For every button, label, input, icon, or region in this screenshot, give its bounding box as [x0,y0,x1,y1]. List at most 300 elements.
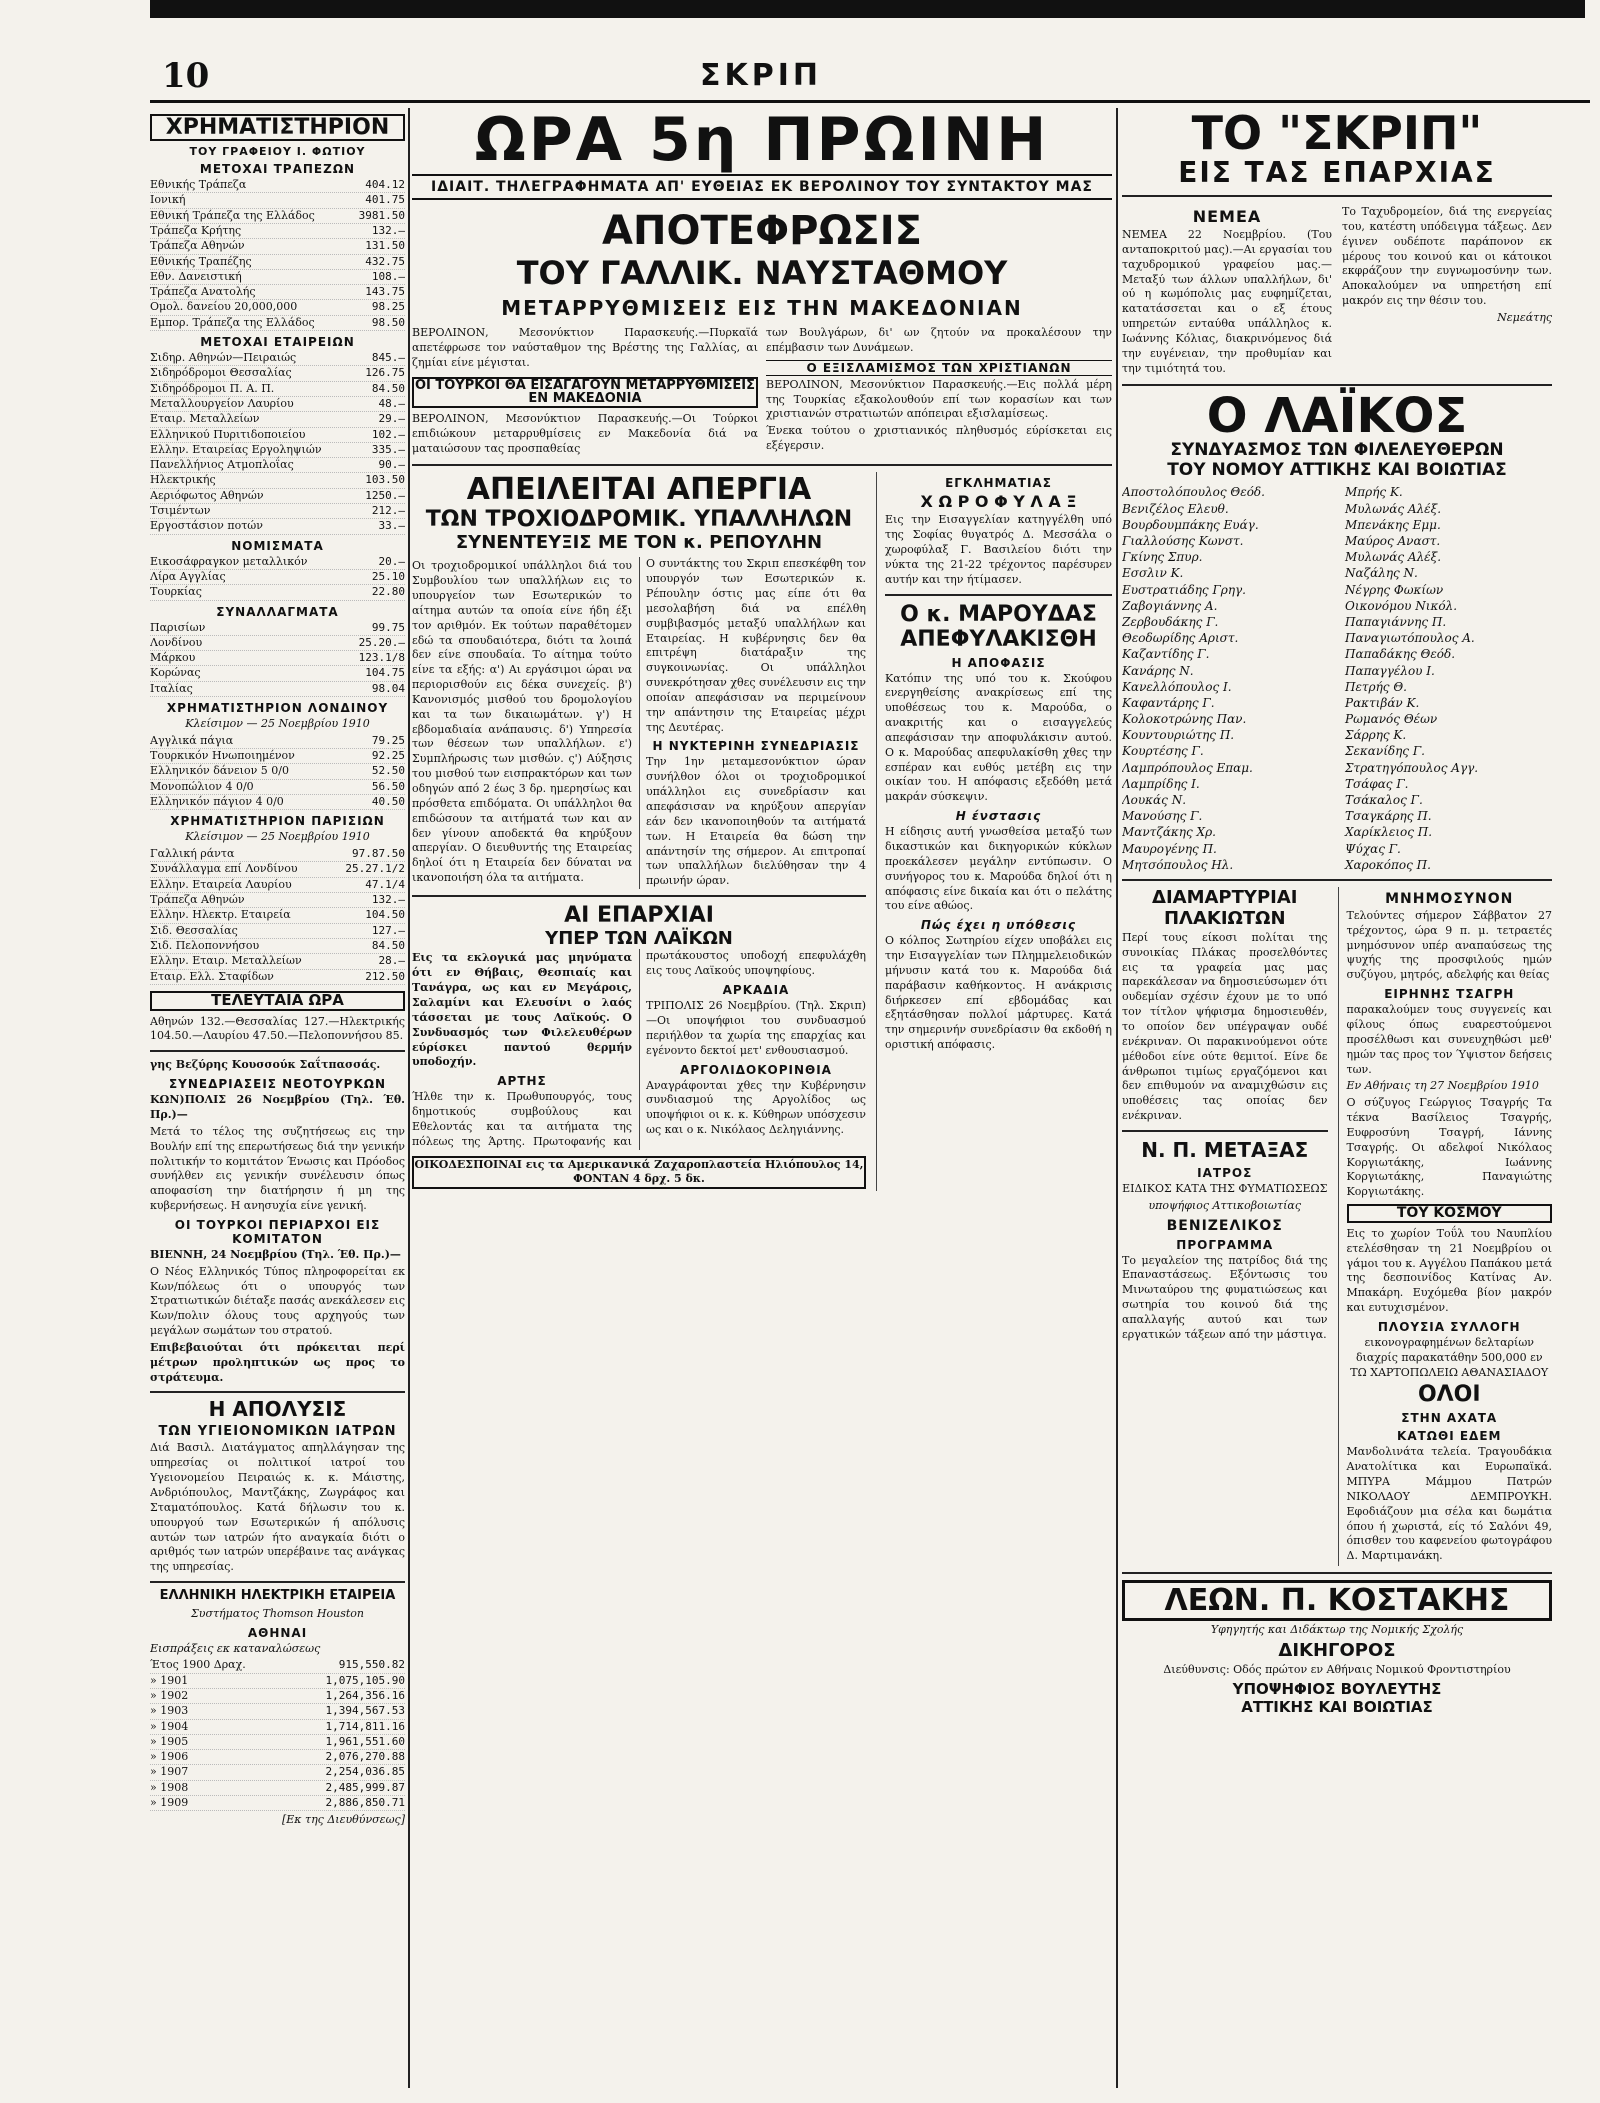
strike-story [412,472,866,1191]
quote-row [150,224,405,239]
nemea-heading: ΝΕΜΕΑ [1192,207,1262,226]
world-heading: ΤΟΥ ΚΟΣΜΟΥ [1347,1204,1553,1223]
divider [150,1581,405,1583]
quote-name: » 1907 [150,1765,189,1779]
candidate-name: Κανάρης Ν. [1122,663,1194,678]
quote-value: 108.— [371,269,405,283]
quote-name: Ελλην. Εταιρείας Εργοληψιών [150,442,322,456]
night-session-text: Την 1ην μεταμεσονύκτιον ώραν συνήλθον όλοι οι τροχιοδρομικοί υπάλληλοι εις συνεδρίασιν και απεφάσισαν να κηρύξουν απεργίαν εάν δεν ικανοποιηθούν τα αιτήματά των. Η Εταιρεία θα δώση την απάντησίν της σήμερον. Αι επιτροπαί των υπαλλήλων διελύθησαν την 4 πρωινήν ώραν. [646,755,866,888]
quote-value: 401.75 [365,193,405,207]
candidate-name: Μυλωνάς Αλέξ. [1345,501,1442,516]
quote-name: Ελλην. Εταιρεία Λαυρίου [150,877,292,891]
quote-row [150,924,405,939]
candidate-name: Μητσόπουλος Ηλ. [1122,857,1234,872]
arson-heading-2: ΤΟΥ ΓΑΛΛΙΚ. ΝΑΥΣΤΑΘΜΟΥ [516,254,1008,292]
quote-name: Λίρα Αγγλίας [150,569,226,583]
quote-row [150,285,405,300]
quote-name: Κορώνας [150,666,201,680]
top-subheading: ΙΔΙΑΙΤ. ΤΗΛΕΓΡΑΦΗΜΑΤΑ ΑΠ' ΕΥΘΕΙΑΣ ΕΚ ΒΕΡΟΛΙΝΟΥ ΤΟΥ ΣΥΝΤΑΚΤΟΥ ΜΑΣ [412,174,1112,200]
paris-heading: ΧΡΗΜΑΤΙΣΤΗΡΙΟΝ ΠΑΡΙΣΙΩΝ [170,814,385,829]
quote-name: Σιδηρόδρομοι Θεσσαλίας [150,366,292,380]
quote-row [150,193,405,208]
quote-value: 40.50 [371,795,405,809]
quote-value: 335.— [371,442,405,456]
oloi-text: Μανδολινάτα τελεία. Τραγουδάκια Ανατολίτικα και Ευρωπαϊκά. ΜΠΥΡΑ Μάμμου Πατρών ΝΙΚΟΛΑΟΥ ΔΕΜΠΡΟΥΚΗ. Εφοδιάζουν μια σέλα και δωμάτια όπου ή χωριστά, είς τό Σαλόνι 49, όπισθεν του καφενείου φωτογράφου Δ. Μαρτιμανάκη. [1346,1445,1552,1563]
quote-value: 432.75 [365,254,405,268]
lottery-heading: ΠΛΟΥΣΙΑ ΣΥΛΛΟΓΗ [1377,1319,1521,1334]
strike-heading-2: ΤΩΝ ΤΡΟΧΙΟΔΡΟΜΙΚ. ΥΠΑΛΛΗΛΩΝ [425,507,853,533]
quote-value: 1,394,567.53 [325,1704,405,1718]
quote-value: 2,485,999.87 [325,1780,405,1794]
lower-right-block [1122,887,1552,1566]
quote-name: » 1908 [150,1780,189,1794]
memorial-date: Εν Αθήναις τη 27 Νοεμβρίου 1910 [1346,1079,1539,1093]
crime-text: Εις την Εισαγγελίαν κατηγγέλθη υπό της Σοφίας θυγατρός Δ. Μεσσάλα ο χωροφύλαξ Γ. Βασιλείου διότι την νύκτα της 21-22 τρέχοντος παρέσυρεν αυτήν και την ήτίμασεν. [885,513,1112,586]
candidate-name: Χαροκόπος Π. [1345,857,1431,872]
lawyer-title: ΔΙΚΗΓΟΡΟΣ [1278,1640,1396,1661]
divider [150,1050,405,1052]
candidate-name: Λαμπρόπουλος Επαμ. [1122,760,1253,775]
lawyer-address: Διεύθυνσις: Οδός πρώτον εν Αθήναις Νομικού Φροντιστηρίου [1163,1663,1511,1676]
candidate-name: Σάρρης Κ. [1345,728,1407,743]
metaxas-candidate: υποψήφιος Αττικοβοιωτίας [1148,1198,1302,1212]
memorial-text: Τελούντες σήμερον Σάββατον 27 τρέχοντος, ώρα 9 π. μ. τετραετές μνημόσυνον υπέρ αναπαύσεως της ψυχής της προσφιλούς ημών συζύγου, μητρός, αδελφής και θείας [1346,908,1552,982]
quote-name: Τουρκίας [150,585,202,599]
column-divider [1116,108,1118,2088]
candidate-name: Παπαγιάννης Π. [1345,614,1447,629]
nemea-block [1122,203,1552,378]
candidate-name: Εσσλιν Κ. [1122,566,1184,581]
divider [1122,195,1552,197]
candidate-name: Μανούσης Γ. [1122,809,1203,824]
laikos-subheading: ΣΥΝΔΥΑΣΜΟΣ ΤΩΝ ΦΙΛΕΛΕΥΘΕΡΩΝ [1170,440,1504,461]
berlin-text: ΒΕΡΟΛΙΝΟΝ, Μεσονύκτιον Παρασκευής.—Πυρκαϊά απετέφρωσε τον ναύσταθμον της Βρέστης της Γαλλίας, αι ζημίαι είνε μέγισται. [412,326,758,369]
quote-name: Μάρκου [150,651,196,665]
turks-text: ΒΕΡΟΛΙΝΟΝ, Μεσονύκτιον Παρασκευής.—Οι Τούρκοι επιδιώκουν μεταρρυθμίσεις εν Μακεδονία διά να ματαιώσουν τας προσπαθείας [412,411,758,455]
candidate-name: Νέγρης Φωκίων [1345,582,1444,597]
crime-column [876,472,1112,1191]
laikos-subheading-2: ΤΟΥ ΝΟΜΟΥ ΑΤΤΙΚΗΣ ΚΑΙ ΒΟΙΩΤΙΑΣ [1167,460,1507,481]
candidate-name: Στρατηγόπουλος Αγγ. [1345,760,1479,775]
london-list [150,734,405,810]
provinces-body [412,949,866,1149]
candidate-name: Παναγιωτόπουλος Α. [1345,631,1475,646]
venizelist-label: ΒΕΝΙΖΕΛΙΚΟΣ [1166,1217,1283,1234]
quote-row [150,795,405,810]
quote-value: 56.50 [371,779,405,793]
quote-value: 104.50 [365,908,405,922]
quote-name: Τράπεζα Αθηνών [150,239,245,253]
oloi-heading: ΟΛΟΙ [1417,1382,1481,1408]
candidate-name: Παπαγγέλου Ι. [1345,663,1435,678]
companies-heading: ΜΕΤΟΧΑΙ ΕΤΑΙΡΕΙΩΝ [200,335,355,350]
quote-row [150,255,405,270]
confectionery-ad: ΟΙΚΟΔΕΣΠΟΙΝΑΙ εις τα Αμερικανικά Ζαχαροπλαστεία Ηλιόπουλος 14, ΦΟΝΤΑΝ 4 δρχ. 5 δκ. [412,1156,866,1190]
quote-value: 132.— [371,223,405,237]
provinces-heading: ΑΙ ΕΠΑΡΧΙΑΙ [564,903,714,929]
divider [150,1391,405,1393]
candidate-name: Καφαντάρης Γ. [1122,695,1215,710]
quote-value: 22.80 [371,585,405,599]
quote-value: 212.— [371,504,405,518]
column-stock-exchange [150,110,405,2085]
protest-heading: ΔΙΑΜΑΡΤΥΡΙΑΙ [1152,886,1298,908]
quote-name: Σιδηρόδρομοι Π. Α. Π. [150,381,275,395]
quote-value: 1,075,105.90 [325,1673,405,1687]
quote-row [150,1796,405,1811]
young-turks-text: Μετά το τέλος της συζητήσεως εις την Βουλήν επί της επερωτήσεως διά την γενικήν πολιτικήν το κομιτάτον Ένωσις και Πρόοδος συνήλθεν εις γενικήν συνέλευσιν όπως αποφασίση την διατήρησιν ή μη της κυβερνήσεως. Η ανησυχία είνε γενική. [150,1124,405,1213]
lottery-text: εικονογραφημένων δελταρίων διαχρίς παρακατάθην 500,000 εν ΤΩ ΧΑΡΤΟΠΩΛΕΙΩ ΑΘΑΝΑΣΙΑΔΟΥ [1350,1335,1549,1379]
quote-row [150,519,405,534]
candidate-name: Κανελλόπουλος Ι. [1122,679,1232,694]
quote-row [150,1689,405,1704]
quote-value: 103.50 [365,473,405,487]
candidate-name: Μπενάκης Εμμ. [1345,517,1441,532]
quote-row [150,1720,405,1735]
quote-row [150,443,405,458]
quote-row [150,585,405,600]
quote-name: Παρισίων [150,620,206,634]
protest-text: Περί τους είκοσι πολίται της συνοικίας Πλάκας προσελθόντες εις τα γραφεία μας μας παρεκάλεσαν να δημοσιεύσωμεν ότι ουδεμίαν σχέσιν έχουν με το υπό τον τίτλον ψήφισμα δημοσιευθέν, το οποίον δεν υπέγραψαν ουδέ ενέκριναν. Οι παρακινούμενοι ούτε μέθοδοι είνε ούτε θεμιτοί. Είνε δε άνθρωποι τιμίως εργαζόμενοι και δεν επιθυμούν να αναμιχθώσιν εις υποθέσεις τας οποίας δεν ενέκριναν. [1122,930,1328,1123]
quote-row [150,458,405,473]
london-heading: ΧΡΗΜΑΤΙΣΤΗΡΙΟΝ ΛΟΝΔΙΝΟΥ [166,701,389,715]
candidate-name: Βουρδουμπάκης Ευάγ. [1122,517,1259,532]
strike-body [412,557,866,889]
candidate-name: Βενιζέλος Ελευθ. [1122,501,1229,516]
quote-name: Ελληνικόν πάγιον 4 0/0 [150,795,284,809]
quote-value: 143.75 [365,285,405,299]
candidates-list [1122,484,1552,873]
quote-value: 104.75 [365,666,405,680]
quote-value: 25.10 [371,569,405,583]
quote-row [150,908,405,923]
kings-text: Ο Νέος Ελληνικός Τύπος πληροφορείται εκ Κων/πόλεως ότι ο υπουργός των Στρατιωτικών διέταξε πασάς ανεκάλεσεν εις Κων/πολιν όλους τους αρχηγούς των μεγάλων σωμάτων του στρατού. [150,1264,405,1338]
quote-name: Συνάλλαγμα επί Λονδίνου [150,862,298,876]
quote-row [150,428,405,443]
quote-value: 1,264,356.16 [325,1688,405,1702]
quote-name: Ελλην. Ηλεκτρ. Εταιρεία [150,908,291,922]
divider [885,594,1112,596]
quote-name: Εργοστάσιον ποτών [150,519,263,533]
quote-value: 98.50 [371,315,405,329]
interview-heading: ΣΥΝΕΝΤΕΥΞΙΣ ΜΕ ΤΟΝ κ. ΡΕΠΟΥΛΗΝ [455,532,823,554]
quote-row [150,1750,405,1765]
quote-name: Τουρκικόν Ηνωποιημένον [150,749,295,763]
arson-heading: ΑΠΟΤΕΦΡΩΣΙΣ [602,208,922,254]
laikos-banner: Ο ΛΑΪΚΟΣ [1206,388,1468,445]
quote-value: 28.— [378,954,405,968]
quote-name: Σιδηρ. Αθηνών—Πειραιώς [150,351,297,365]
quote-value: 79.25 [371,733,405,747]
quote-name: » 1906 [150,1750,189,1764]
doctors-subheading: ΤΩΝ ΥΓΙΕΙΟΝΟΜΙΚΩΝ ΙΑΤΡΩΝ [158,1424,397,1440]
candidate-name: Ψύχας Γ. [1345,841,1401,856]
quote-row [150,316,405,331]
quote-name: Τράπεζα Ανατολής [150,285,256,299]
memorial-text-2: παρακαλούμεν τους συγγενείς και φίλους όπως ευαρεστούμενοι προσέλθωσι και συνευχηθώσι μεθ' ημών τας προς τον Ύψιστον δεήσεις των. [1346,1003,1552,1076]
quote-row [150,239,405,254]
quote-name: Πανελλήνιος Ατμοπλοΐας [150,458,294,472]
candidate-name: Ρακτιβάν Κ. [1345,695,1420,710]
candidate-name: Γιαλλούσης Κωνστ. [1122,534,1244,548]
last-hour-heading: ΤΕΛΕΥΤΑΙΑ ΩΡΑ [150,991,405,1011]
quote-name: Έτος 1900 Δραχ. [150,1658,246,1672]
currency-list [150,555,405,601]
candidate-name: Μαντζάκης Χρ. [1122,825,1216,840]
quote-name: Εταιρ. Ελλ. Σταφίδων [150,969,274,983]
quote-value: 52.50 [371,764,405,778]
quote-row [150,1704,405,1719]
arkadia-text: ΤΡΙΠΟΛΙΣ 26 Νοεμβρίου. (Τηλ. Σκριπ)—Οι υποψήφιοι του συνδυασμού περιήλθον τα χωρία της επαρχίας και εγένοντο δεκτοί μετ' ενθουσιασμού. [646,999,866,1057]
quote-value: 99.75 [371,620,405,634]
page-number: 10 [162,56,210,96]
candidate-name: Λουκάς Ν. [1122,793,1187,807]
oloi-subheading: ΣΤΗΝ ΑΧΑΤΑ [1401,1411,1498,1426]
decision-heading: Η ΑΠΟΦΑΣΙΣ [951,655,1046,670]
candidate-name: Ζαβογιάννης Α. [1122,598,1218,613]
berlin-text-b: των Βουλγάρων, δι' ων ζητούν να προκαλέσουν την επέμβασιν των Δυνάμεων. [766,326,1112,354]
divider [412,895,866,897]
masthead-rule [150,100,1590,103]
quote-value: 132.— [371,893,405,907]
strike-heading: ΑΠΕΙΛΕΙΤΑΙ ΑΠΕΡΓΙΑ [466,472,812,508]
quote-name: Εθνικής Τραπέζης [150,254,252,268]
strike-text: Οι τροχιοδρομικοί υπάλληλοι διά του Συμβουλίου των υπαλλήλων εις το υπουργείον των Εσωτερικών το αίτημα αυτών τα οποία είνε ήδη έξι τον αριθμόν. Εκ τούτων παραθέτομεν εδώ τα σπουδαιότερα, διότι τα λοιπά δεν είνε σπουδαία. Το αίτημα τούτο είνε τα εξής: α') Αι εργάσιμοι ώραι να περιορισθούν εις δέκα συνεχείς. β') Κανονισμός μισθού του δρομολογίου και τα των δικαιωμάτων. γ') Η εβδομαδιαία ανάπαυσις. δ') Υπηρεσία των θέσεων των υπαλλήλων. ε') Συμπλήρωσις των μισθών. ς') Αύξησις του μισθού των εισπρακτόρων και των οδηγών από 2 έως 3 δρ. ημερησίως και πρόσθετα επιδόματα. Οι υπάλληλοι θα επιδώσουν τα αιτήματά των και αν δεν γίνουν αποδεκτά θα κηρύξουν απεργίαν. Ο διευθυντής της Εταιρείας δηλοί ότι η Εταιρεία δεν δύναται να ικανοποιήση όλα τα αιτήματα. [412,559,632,885]
candidate-name: Χαρίκλειος Π. [1345,825,1433,840]
quote-row [150,780,405,795]
quote-name: Ελληνικού Πυριτιδοποιείου [150,427,306,441]
quote-row [150,473,405,488]
argolis-text: Αναγράφονται χθες την Κυβέρνησιν συνδιασμού της Αργολίδος ως υποψήφιοι οι κ. κ. Κύθηρων υπόσχεσιν ως και ο κ. Νικόλαος Δεληγιάννης. [646,1078,866,1137]
banks-list [150,178,405,331]
candidate-name: Ζερβουδάκης Γ. [1122,614,1219,629]
quote-value: 1,714,811.16 [325,1719,405,1733]
electric-city: ΑΘΗΝΑΙ [247,1625,308,1640]
quote-value: 2,886,850.71 [325,1796,405,1810]
candidate-name: Σεκανίδης Γ. [1345,744,1425,759]
quote-row [150,682,405,697]
quote-name: Ιονική [150,193,186,207]
arta-heading: ΑΡΤΗΣ [497,1074,547,1089]
quote-value: 20.— [378,554,405,568]
quote-row [150,178,405,193]
quote-name: Ελλην. Εταιρ. Μεταλλείων [150,954,302,968]
quote-row [150,954,405,969]
provinces-text: Εις τα εκλογικά μας μηνύματα ότι εν Θήβαις, Θεσπιαίς και Τανάγρα, ως και εν Μεγάροις, Σαλαμίνι και Ελευσίνι ο λαός τάσσεται με τους Λαϊκούς. Ο Συνδυασμός των Φιλελευθέρων εύρίσκει παντού θερμήν υποδοχήν. [412,951,632,1069]
metaxas-title: ΙΑΤΡΟΣ [1197,1165,1253,1180]
quote-name: » 1909 [150,1796,189,1810]
candidate-name: Λαμπρίδης Ι. [1122,776,1200,791]
protest-heading-2: ΠΛΑΚΙΩΤΩΝ [1163,907,1286,929]
maroudas-heading: Ο κ. ΜΑΡΟΥΔΑΣ [900,601,1097,627]
quote-name: Σιδ. Πελοποννήσου [150,938,260,952]
quote-row [150,666,405,681]
quote-row [150,1658,405,1673]
quote-name: Ομολ. δανείου 20,000,000 [150,300,298,314]
quote-name: Εθνική Τράπεζα της Ελλάδος [150,208,315,222]
last-hour-text: Αθηνών 132.—Θεσσαλίας 127.—Ηλεκτρικής 104.50.—Λαυρίου 47.50.—Πελοποννήσου 85. [150,1014,405,1043]
candidate-name: Πετρής Θ. [1345,679,1407,694]
objection-heading: Η ένστασις [955,809,1042,824]
candidate-name: Μαύρος Αναστ. [1345,534,1441,548]
paris-date: Κλείσιμον — 25 Νοεμβρίου 1910 [185,830,370,844]
maroudas-heading-2: ΑΠΕΦΥΛΑΚΙΣΘΗ [900,626,1097,652]
quote-row [150,970,405,985]
exchange-subtitle: ΤΟΥ ΓΡΑΦΕΙΟΥ Ι. ΦΩΤΙΟΥ [189,145,366,159]
electric-subheading: Συστήματος Thomson Houston [191,1606,364,1620]
skrip-banner: ΤΟ "ΣΚΡΙΠ" [1191,110,1483,160]
quote-value: 2,254,036.85 [325,1765,405,1779]
program-text: Το μεγαλείον της πατρίδος διά της Επαναστάσεως. Εξόντωσις του Μινωταύρου της φυματιώσεως και σωτηρία του κοινού διά της απαλλαγής αυτού και των εργατικών τάξεων από την μάστιγα. [1122,1253,1328,1341]
quote-value: 97.87.50 [352,847,405,861]
program-heading: ΠΡΟΓΡΑΜΜΑ [1176,1237,1274,1252]
islam-text: ΒΕΡΟΛΙΝΟΝ, Μεσονύκτιον Παρασκευής.—Εις πολλά μέρη της Τουρκίας εξακολουθούν επί των κορασίων και των χριστιανών στρατιωτών απόπειραι εξισλαμίσεως. [766,377,1112,421]
quote-name: Εικοσάφραγκον μεταλλικόν [150,554,308,568]
metaxas-subtitle: ΕΙΔΙΚΟΣ ΚΑΤΑ ΤΗΣ ΦΥΜΑΤΙΩΣΕΩΣ [1122,1181,1328,1195]
quote-row [150,862,405,877]
quote-value: 84.50 [371,381,405,395]
quote-row [150,351,405,366]
quote-row [150,366,405,381]
candidate-name: Γκίνης Σπυρ. [1122,550,1203,565]
arkadia-heading: ΑΡΚΑΔΙΑ [722,983,790,998]
divider [1122,1572,1552,1574]
candidate-name: Κουντουριώτης Π. [1122,728,1235,743]
lawyer-name: ΛΕΩΝ. Π. ΚΟΣΤΑΚΗΣ [1122,1580,1552,1621]
quote-row [150,651,405,666]
quote-row [150,555,405,570]
electric-footer: [Εκ της Διευθύνσεως] [281,1813,405,1827]
quote-value: 33.— [378,519,405,533]
quote-name: Ηλεκτρικής [150,473,216,487]
candidate-name: Ευστρατιάδης Γρηγ. [1122,582,1246,597]
doctors-text: Διά Βασιλ. Διατάγματος απηλλάγησαν της υπηρεσίας οι πολιτικοί ιατροί του Υγειονομείου Πειραιώς κ. κ. Μάιστης, Ανδριόπουλος, Μαντζάκης, Ζωγράφος και Σταματόπουλος. Κατά δήλωσιν του κ. υπουργού των Εσωτερικών ή απόλυσις αυτών των ιατρών ήτο αναγκαία διότι ο αριθμός των ιατρών υπερέβαινε τας ανάγκας της υπηρεσίας. [150,1441,405,1574]
crime-subheading: Χ Ω Ρ Ο Φ Υ Λ Α Ξ [920,492,1077,512]
note-text: γης Βεζύρης Κουσσούκ Σαΐτπασσάς. [150,1058,381,1072]
quote-name: Εθν. Δανειστική [150,269,242,283]
quote-value: 25.27.1/2 [345,862,405,876]
quote-value: 404.12 [365,178,405,192]
quote-row [150,397,405,412]
quote-row [150,1765,405,1780]
nemea-text-b: Το Ταχυδρομείον, διά της ενεργείας του, κατέστη υπόδειγμα τάξεως. Δεν έγινεν ουδέποτε παράπονον εκ μέρους του κοινού και οι κάτοικοι εκφράζουν την ευγνωμοσύνην των. Αποκαλούμεν να υπηρετήση επί μακρόν εις την θέσιν του. [1342,205,1552,308]
column-news [412,110,1112,2085]
maroudas-text: Κατόπιν της υπό του κ. Σκούφου ενεργηθείσης ανακρίσεως επί της υποθέσεως του κ. Μαρούδα, ο ανακριτής και ο εισαγγελεύς απεφάσισαν την αποφυλάκισιν αυτού. Ο κ. Μαρούδας απεφυλακίσθη χθες την εσπέραν και ευθύς μετέβη εις την οικίαν του. Η απόφασις εξεδόθη μετά μακράν σύσκεψιν. [885,671,1112,804]
memorial-heading: ΜΝΗΜΟΣΥΝΟΝ [1385,890,1514,907]
quote-name: Ελληνικόν δάνειον 5 0/0 [150,764,289,778]
quote-row [150,1674,405,1689]
banks-heading: ΜΕΤΟΧΑΙ ΤΡΑΠΕΖΩΝ [199,162,356,177]
quote-name: Εθνικής Τράπεζα [150,178,247,192]
quote-name: » 1905 [150,1734,189,1748]
quote-value: 126.75 [365,366,405,380]
electric-caption: Εισπράξεις εκ καταναλώσεως [150,1641,321,1655]
quote-value: 29.— [378,412,405,426]
paper-name: ΣΚΡΙΠ [700,58,822,93]
candidate-name: Καζαντίδης Γ. [1122,647,1210,662]
candidate-name: Μυλωνάς Αλέξ. [1345,550,1442,565]
quote-value: 25.20.— [358,635,405,649]
quote-name: Αεριόφωτος Αθηνών [150,488,264,502]
divider [1122,879,1552,881]
candidate-name: Αποστολόπουλος Θεόδ. [1122,485,1265,500]
companies-list [150,351,405,535]
exchange-title: ΧΡΗΜΑΤΙΣΤΗΡΙΟΝ [150,114,405,141]
maroudas-text-2: Η είδησις αυτή γνωσθείσα μεταξύ των δικαστικών και δικηγορικών κύκλων προεκάλεσεν μεγάλην εντύπωσιν. Ο συνήγορος του κ. Μαρούδα δηλοί ότι η απόφασις είνε δικαία και ότι ο πελάτης του είνε αθώος. [885,825,1112,913]
arta-text: Ήλθε την κ. Πρωθυπουργός, τους δημοτικούς συμβούλους και Εθελοντάς και τα αιτήματα της πόλεως της Άρτης. Πρωτοφανής και πρωτάκουστος υποδοχή επεφυλάχθη εις τους Λαϊκούς υποψηφίους. [412,949,866,1148]
metaxas-name: Ν. Π. ΜΕΤΑΞΑΣ [1141,1137,1309,1162]
quote-name: Εταιρ. Μεταλλείων [150,412,260,426]
nemea-text: ΝΕΜΕΑ 22 Νοεμβρίου. (Του ανταποκριτού μας).—Αι εργασίαι του ταχυδρομικού γραφείου μας.—Μεταξύ των άλλων υπαλλήλων, δι' ού η κωμόπολις μας ευφημίζεται, κατατάσσεται και ο εξ έτους υπηρετών ενταύθα υπάλληλος κ. Ιωάννης Κόλιας, διακρινόμενος διά την ευγένειαν, την προθυμίαν και την τιμιότητά του. [1122,228,1332,375]
candidate-name: Τσάφας Γ. [1345,776,1409,791]
world-text: Εις το χωρίον Τοΰλ του Ναυπλίου ετελέσθησαν τη 21 Νοεμβρίου οι γάμοι του κ. Αγγέλου Παπάκου μετά της δεσποινίδος Κατίνας Αν. Μπακάρη. Ευχόμεθα βίον μακρόν και ευτυχισμένον. [1346,1226,1552,1315]
quote-value: 212.50 [365,969,405,983]
quote-row [150,939,405,954]
quote-value: 1250.— [365,488,405,502]
kings-heading: ΟΙ ΤΟΥΡΚΟΙ ΠΕΡΙΑΡΧΟΙ ΕΙΣ ΚΟΜΙΤΑΤΟΝ [174,1217,381,1246]
exchange-heading: ΣΥΝΑΛΛΑΓΜΑΤΑ [216,604,339,619]
exchange-list [150,621,405,697]
quote-value: 123.1/8 [358,651,405,665]
quote-value: 102.— [371,427,405,441]
kings-end: Επιβεβαιούται ότι πρόκειται περί μέτρων προληπτικών ως προς το στράτευμα. [150,1340,405,1384]
top-border-bar [150,0,1585,18]
quote-row [150,300,405,315]
quote-name: Αγγλικά πάγια [150,733,234,747]
candidate-name: Τσαγκάρης Π. [1345,809,1432,824]
quote-row [150,412,405,427]
candidates-left [1122,484,1329,873]
turks-heading: ΟΙ ΤΟΥΡΚΟΙ ΘΑ ΕΙΣΑΓΑΓΟΥΝ ΜΕΤΑΡΡΥΘΜΙΣΕΙΣ ΕΝ ΜΑΚΕΔΟΝΙΑ [412,377,758,408]
lawyer-subtitle: Υφηγητής και Διδάκτωρ της Νομικής Σχολής [1210,1623,1464,1637]
oloi-subheading-2: ΚΑΤΩΘΙ ΕΔΕΜ [1397,1429,1502,1444]
candidate-name: Παπαδάκης Θεόδ. [1345,647,1456,662]
candidate-name: Κουρτέσης Γ. [1122,744,1204,759]
lower-news [412,472,1112,1191]
islam-end: Ένεκα τούτου ο χριστιανικός πληθυσμός εύρίσκεται εις εξέγερσιν. [766,424,1112,453]
strike-text-b: Ο συντάκτης του Σκριπ επεσκέφθη τον υπουργόν των Εσωτερικών κ. Ρέπουλην όστις μας είπε ότι θα μεσολαβήση διά να επέλθη συμβιβασμός μεταξύ υπαλλήλων και Εταιρείας. Η κυβέρνησις δεν θα επιτρέψη διατάραξιν της συγκοινωνίας. Οι υπάλληλοι συνεκρότησαν χθες συνέλευσιν εις την οποίαν απεφάσισαν να περιμείνουν την απάντησιν της Εταιρείας μέχρι της Δευτέρας. [646,557,866,734]
candidate-name: Θεοδωρίδης Αριστ. [1122,631,1239,646]
skrip-banner-2: ΕΙΣ ΤΑΣ ΕΠΑΡΧΙΑΣ [1178,156,1496,189]
quote-name: Λονδίνου [150,635,203,649]
quote-name: » 1904 [150,1719,189,1733]
quote-row [150,893,405,908]
candidate-name: Μπρής Κ. [1345,485,1403,500]
quote-value: 90.— [378,458,405,472]
memorial-column [1338,887,1553,1566]
quote-row [150,504,405,519]
young-turks-place: ΚΩΝ)ΠΟΛΙΣ 26 Νοεμβρίου (Τηλ. Έθ. Πρ.)— [150,1093,405,1121]
electric-list [150,1658,405,1811]
quote-name: Τράπεζα Κρήτης [150,223,242,237]
quote-name: » 1903 [150,1704,189,1718]
lawyer-candidacy-2: ΑΤΤΙΚΗΣ ΚΑΙ ΒΟΙΩΤΙΑΣ [1241,1697,1433,1716]
berlin-block [412,324,1112,458]
quote-row [150,847,405,862]
quote-value: 98.04 [371,681,405,695]
quote-name: Μεταλλουργείον Λαυρίου [150,396,294,410]
quote-row [150,734,405,749]
protest-column [1122,887,1328,1566]
masthead [0,56,1600,96]
quote-value: 84.50 [371,938,405,952]
memorial-name: ΕΙΡΗΝΗΣ ΤΣΑΓΡΗ [1384,987,1515,1002]
quote-row [150,878,405,893]
divider [1122,1130,1328,1132]
quote-value: 2,076,270.88 [325,1750,405,1764]
quote-value: 1,961,551.60 [325,1734,405,1748]
column-provinces [1122,110,1552,2085]
